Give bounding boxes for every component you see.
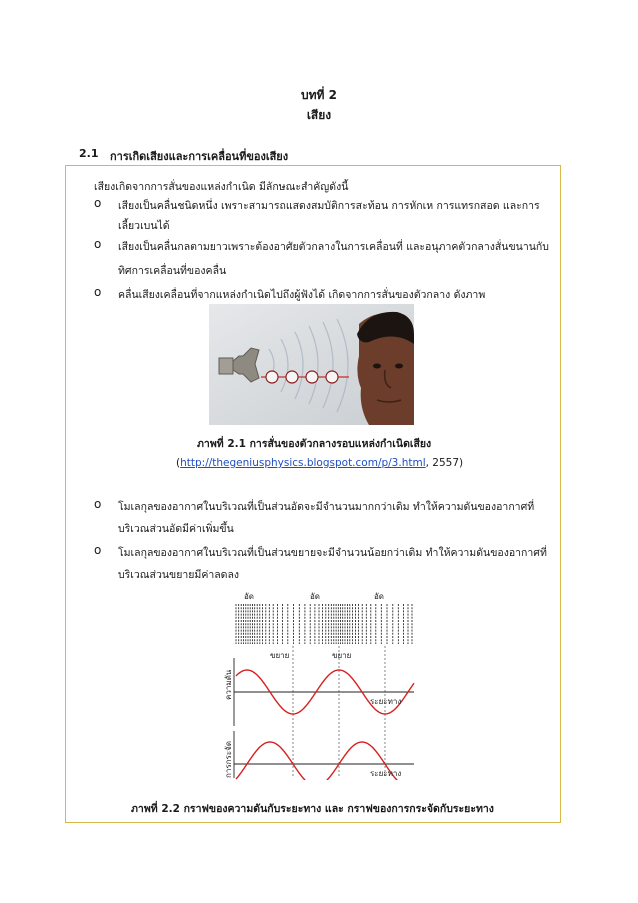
bullet-b2-line1: โมเลกุลของอากาศในบริเวณที่เป็นส่วนขยายจะมีจำนวนน้อยกว่าเดิม ทำให้ความดันของอากาศที่	[118, 547, 547, 559]
source-open-paren: (	[176, 457, 181, 469]
compression-label: อัด	[374, 592, 384, 601]
bullet-a1-line2: เลี้ยวเบนได้	[118, 220, 170, 232]
source-link[interactable]: http://thegeniusphysics.blogspot.com/p/3.html	[180, 457, 426, 469]
pressure-axis-label: ความดัน	[224, 669, 233, 700]
figure1-caption: ภาพที่ 2.1 การสั่นของตัวกลางรอบแหล่งกำเนิดเสียง	[197, 438, 432, 450]
bullet-icon: o	[94, 497, 102, 511]
figure2-caption: ภาพที่ 2.2 กราฟของความดันกับระยะทาง และ กราฟของการกระจัดกับระยะทาง	[131, 803, 494, 815]
bullet-b1-line1: โมเลกุลของอากาศในบริเวณที่เป็นส่วนอัดจะมีจำนวนมากกว่าเดิม ทำให้ความดันของอากาศที่	[118, 501, 535, 513]
rarefaction-label: ขยาย	[332, 651, 352, 660]
figure1-source	[176, 457, 463, 469]
bullet-a1-line1: เสียงเป็นคลื่นชนิดหนึ่ง เพราะสามารถแสดงสมบัติการสะท้อน การหักเห การแทรกสอด และการ	[118, 200, 540, 212]
listener-face	[357, 312, 414, 425]
distance-label: ระยะทาง	[370, 769, 402, 778]
bullet-icon: o	[94, 285, 102, 299]
source-year: , 2557)	[425, 457, 464, 469]
air-molecule-stripes	[236, 604, 412, 644]
sound-source-photo	[209, 304, 414, 425]
rarefaction-label: ขยาย	[270, 651, 290, 660]
bullet-a2-line1: เสียงเป็นคลื่นกลตามยาวเพราะต้องอาศัยตัวกลางในการเคลื่อนที่ และอนุภาคตัวกลางสั่นขนานกับ	[118, 241, 549, 253]
chapter-title: เสียง	[306, 108, 332, 122]
wave-diagram	[222, 588, 422, 783]
bullet-b1-line2: บริเวณส่วนอัดมีค่าเพิ่มขึ้น	[118, 523, 234, 535]
section-number: 2.1	[79, 147, 99, 160]
bullet-a3-line1: คลื่นเสียงเคลื่อนที่จากแหล่งกำเนิดไปถึงผู้ฟังได้ เกิดจากการสั่นของตัวกลาง ดังภาพ	[118, 289, 486, 301]
intro-text: เสียงเกิดจากการสั่นของแหล่งกำเนิด มีลักษณะสำคัญดังนี้	[94, 181, 349, 193]
bullet-a2-line2: ทิศการเคลื่อนที่ของคลื่น	[118, 265, 227, 277]
compression-label: อัด	[310, 592, 320, 601]
displacement-axis-label: การกระจัด	[224, 741, 233, 778]
compression-label: อัด	[244, 592, 254, 601]
bullet-icon: o	[94, 237, 102, 251]
distance-label: ระยะทาง	[370, 697, 402, 706]
chapter-number: บทที่ 2	[301, 88, 337, 102]
bullet-icon: o	[94, 196, 102, 210]
bullet-icon: o	[94, 543, 102, 557]
bullet-b2-line2: บริเวณส่วนขยายมีค่าลดลง	[118, 569, 240, 581]
section-title: การเกิดเสียงและการเคลื่อนที่ของเสียง	[110, 150, 289, 163]
